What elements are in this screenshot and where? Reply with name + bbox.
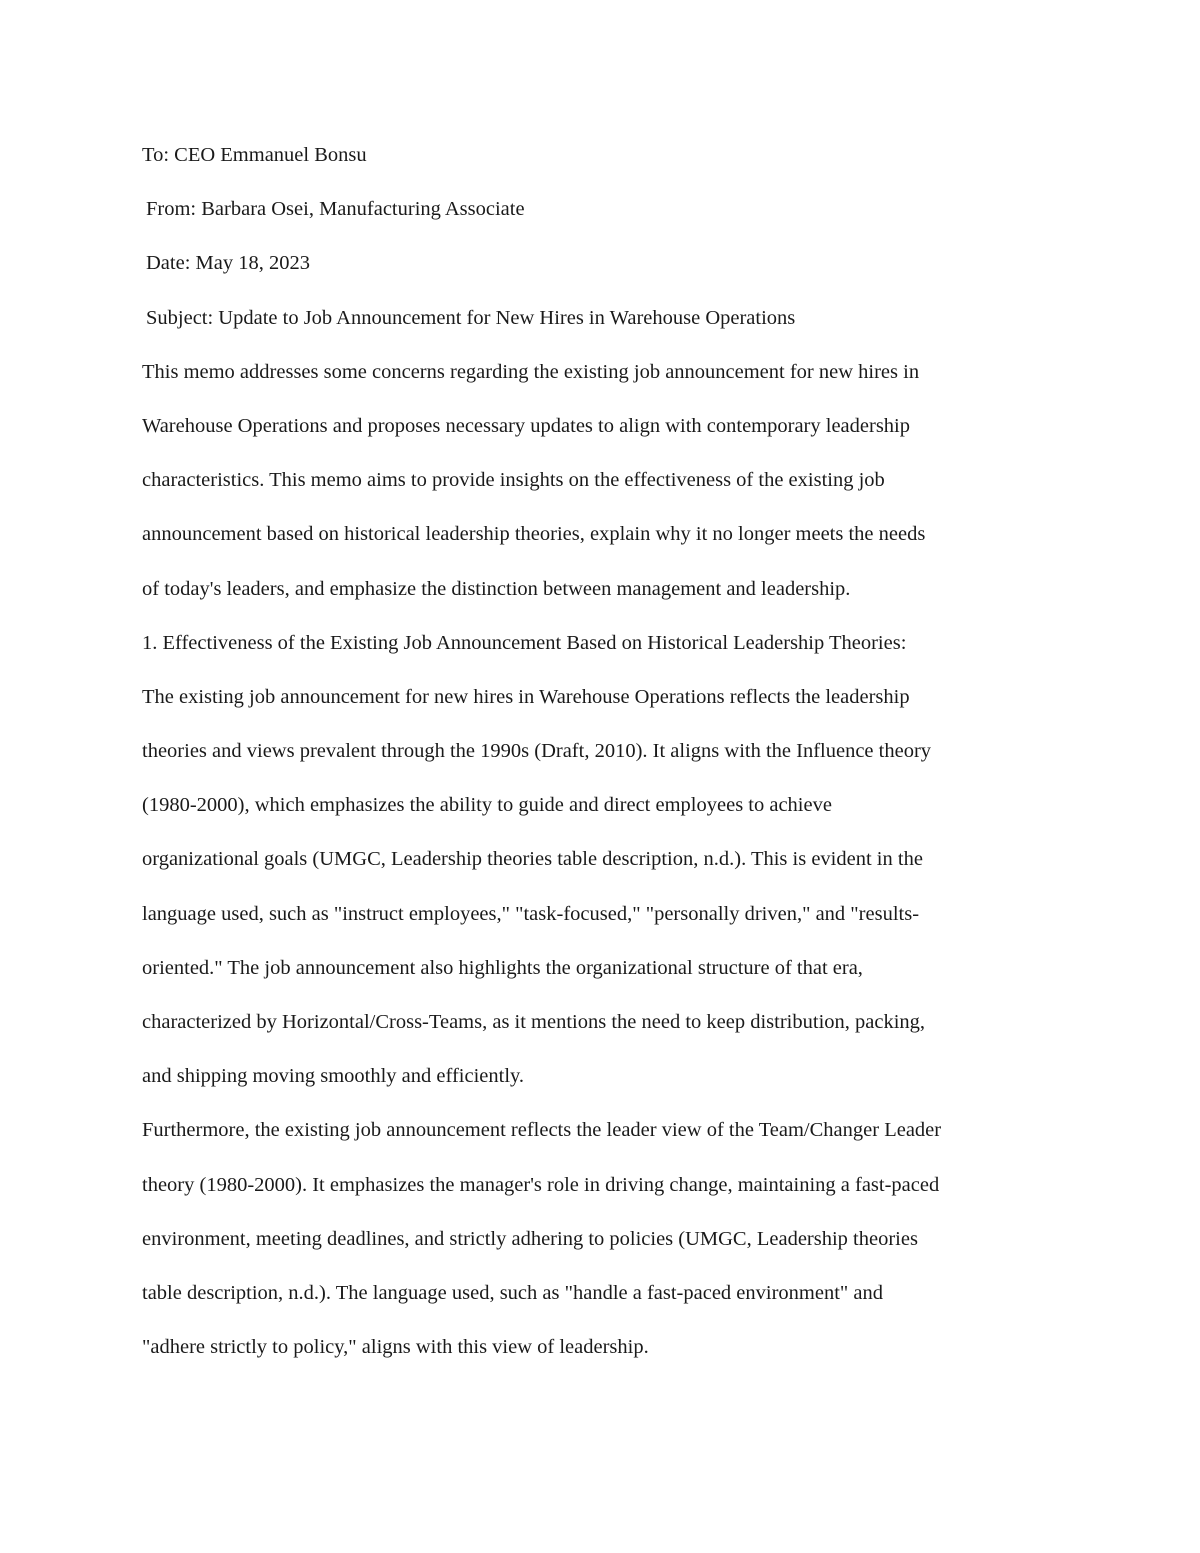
paragraph-line: characterized by Horizontal/Cross-Teams, as it mentions the need to keep distribution, packing,: [142, 1011, 926, 1033]
memo-header: [142, 128, 1072, 345]
paragraph-line: table description, n.d.). The language used, such as "handle a fast-paced environment" and: [142, 1281, 884, 1304]
section1-paragraph-2: [142, 1103, 1072, 1374]
paragraph-line: theory (1980-2000). It emphasizes the manager's role in driving change, maintaining a fast-paced: [142, 1173, 940, 1196]
memo-to-line: To: CEO Emmanuel Bonsu: [142, 144, 367, 166]
paragraph-line: of today's leaders, and emphasize the distinction between management and leadership.: [142, 577, 851, 600]
paragraph-line: environment, meeting deadlines, and strictly adhering to policies (UMGC, Leadership theories: [142, 1227, 918, 1250]
paragraph-line: organizational goals (UMGC, Leadership theories table description, n.d.). This is evident in the: [142, 848, 923, 871]
paragraph-line: Warehouse Operations and proposes necessary updates to align with contemporary leadership: [142, 414, 910, 437]
paragraph-line: This memo addresses some concerns regarding the existing job announcement for new hires in: [142, 360, 920, 383]
paragraph-line: oriented." The job announcement also highlights the organizational structure of that era,: [142, 956, 863, 979]
memo-subject-line: Subject: Update to Job Announcement for New Hires in Warehouse Operations: [146, 306, 796, 329]
intro-paragraph: [142, 345, 1072, 616]
section-heading: 1. Effectiveness of the Existing Job Announcement Based on Historical Leadership Theories:: [142, 631, 907, 654]
paragraph-line: The existing job announcement for new hires in Warehouse Operations reflects the leadership: [142, 685, 910, 708]
paragraph-line: Furthermore, the existing job announcement reflects the leader view of the Team/Changer Leader: [142, 1119, 942, 1142]
memo-body: [142, 128, 1072, 1374]
paragraph-line: "adhere strictly to policy," aligns with this view of leadership.: [142, 1336, 649, 1359]
paragraph-line: language used, such as "instruct employees," "task-focused," "personally driven," and "results-: [142, 902, 920, 925]
paragraph-line: characteristics. This memo aims to provide insights on the effectiveness of the existing job: [142, 469, 885, 492]
paragraph-line: theories and views prevalent through the 1990s (Draft, 2010). It aligns with the Influence theory: [142, 740, 932, 763]
section1-paragraph-1: [142, 670, 1072, 1104]
paragraph-line: announcement based on historical leadership theories, explain why it no longer meets the needs: [142, 523, 926, 546]
memo-from-line: From: Barbara Osei, Manufacturing Associate: [146, 198, 525, 221]
paragraph-line: and shipping moving smoothly and efficiently.: [142, 1065, 525, 1088]
memo-date-line: Date: May 18, 2023: [146, 252, 310, 275]
paragraph-line: (1980-2000), which emphasizes the ability to guide and direct employees to achieve: [142, 794, 832, 817]
